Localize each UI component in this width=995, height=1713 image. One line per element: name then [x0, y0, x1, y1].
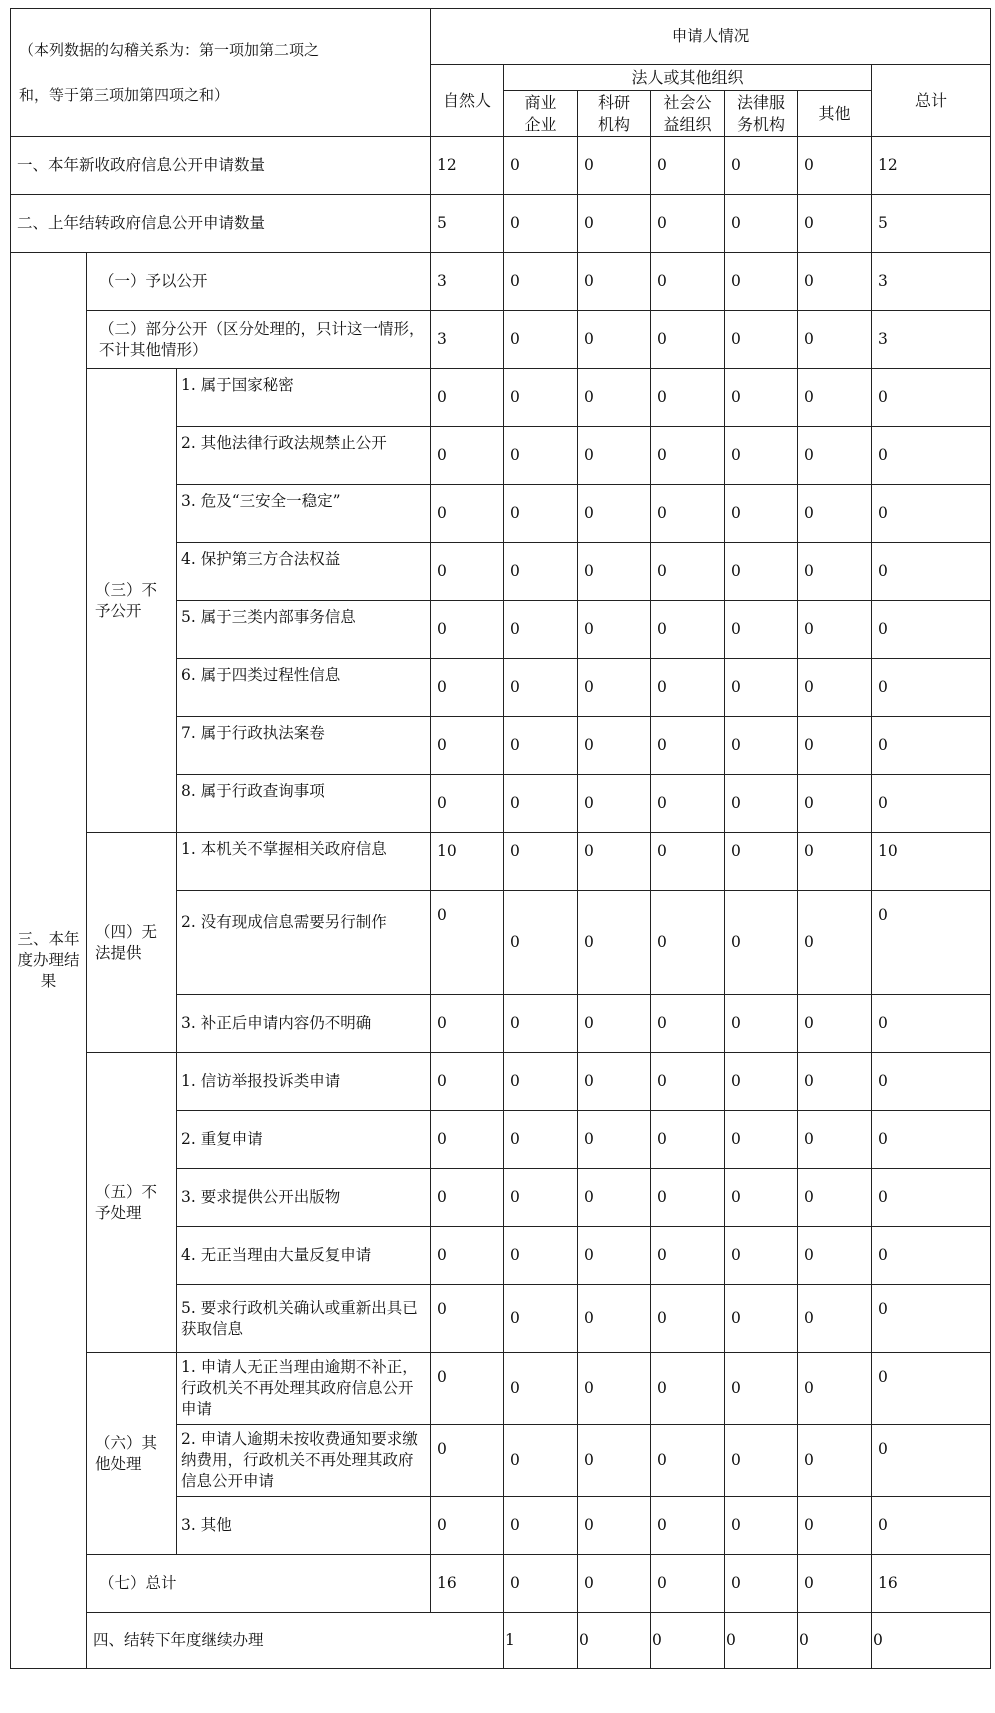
value-cell: 0: [725, 253, 798, 311]
value-cell: 0: [651, 543, 725, 601]
value-cell: 0: [872, 1425, 991, 1497]
value-cell: 16: [872, 1555, 991, 1613]
value-cell: 5: [431, 195, 504, 253]
value-cell: 12: [872, 137, 991, 195]
row-new-requests: [11, 137, 991, 195]
header-row-1: [11, 9, 991, 65]
value-cell: 0: [431, 1425, 504, 1497]
value-cell: 0: [872, 369, 991, 427]
value-cell: 0: [504, 891, 578, 995]
value-cell: 0: [872, 1613, 991, 1669]
value-cell: 0: [651, 427, 725, 485]
value-cell: 0: [872, 543, 991, 601]
value-cell: 0: [504, 1111, 578, 1169]
row-label: 5. 要求行政机关确认或重新出具已获取信息: [177, 1285, 431, 1353]
value-cell: 0: [504, 1227, 578, 1285]
value-cell: 0: [578, 543, 651, 601]
value-cell: 0: [578, 1053, 651, 1111]
group-label-cannot-provide: （四）无法提供: [87, 833, 177, 1053]
value-cell: 0: [651, 659, 725, 717]
value-cell: 0: [872, 485, 991, 543]
value-cell: 0: [431, 1053, 504, 1111]
value-cell: 0: [504, 775, 578, 833]
value-cell: 0: [725, 1169, 798, 1227]
value-cell: 0: [725, 717, 798, 775]
row-g4-1: [11, 833, 991, 891]
value-cell: 0: [725, 995, 798, 1053]
row-label: 1. 信访举报投诉类申请: [177, 1053, 431, 1111]
value-cell: 0: [798, 659, 872, 717]
value-cell: 0: [651, 1285, 725, 1353]
value-cell: 0: [725, 775, 798, 833]
value-cell: 0: [578, 1425, 651, 1497]
value-cell: 0: [431, 717, 504, 775]
value-cell: 0: [651, 1053, 725, 1111]
value-cell: 0: [798, 1353, 872, 1425]
value-cell: 0: [725, 195, 798, 253]
value-cell: 0: [504, 1053, 578, 1111]
value-cell: 0: [798, 775, 872, 833]
social-org-header: 社会公 益组织: [651, 91, 725, 137]
value-cell: 0: [578, 601, 651, 659]
value-cell: 0: [798, 369, 872, 427]
value-cell: 0: [504, 369, 578, 427]
value-cell: 0: [504, 1353, 578, 1425]
value-cell: 0: [872, 1169, 991, 1227]
row-label: 7. 属于行政执法案卷: [177, 717, 431, 775]
research-header: 科研 机构: [578, 91, 651, 137]
value-cell: 0: [651, 1227, 725, 1285]
value-cell: 0: [872, 717, 991, 775]
value-cell: 0: [798, 1285, 872, 1353]
value-cell: 0: [578, 427, 651, 485]
value-cell: 0: [725, 137, 798, 195]
header-note-line1: （本列数据的勾稽关系为：第一项加第二项之: [19, 40, 320, 59]
value-cell: 0: [578, 311, 651, 369]
row-g1: [11, 253, 991, 311]
value-cell: 0: [725, 543, 798, 601]
value-cell: 0: [872, 659, 991, 717]
value-cell: 0: [431, 485, 504, 543]
value-cell: 0: [798, 891, 872, 995]
value-cell: 0: [651, 1497, 725, 1555]
value-cell: 0: [651, 775, 725, 833]
legal-group-header: 法人或其他组织: [504, 65, 872, 91]
value-cell: 0: [872, 995, 991, 1053]
value-cell: 0: [431, 601, 504, 659]
value-cell: 0: [578, 891, 651, 995]
value-cell: 0: [431, 369, 504, 427]
value-cell: 0: [872, 1497, 991, 1555]
value-cell: 0: [578, 137, 651, 195]
row-label: 2. 其他法律行政法规禁止公开: [177, 427, 431, 485]
value-cell: 0: [431, 1285, 504, 1353]
value-cell: 0: [725, 659, 798, 717]
value-cell: 0: [651, 195, 725, 253]
group-label-not-processed: （五）不予处理: [87, 1053, 177, 1353]
row-label: 二、上年结转政府信息公开申请数量: [11, 195, 431, 253]
value-cell: 0: [798, 833, 872, 891]
value-cell: 5: [872, 195, 991, 253]
row-label: 6. 属于四类过程性信息: [177, 659, 431, 717]
row-label: 1. 属于国家秘密: [177, 369, 431, 427]
value-cell: 0: [578, 1497, 651, 1555]
value-cell: 0: [725, 1425, 798, 1497]
value-cell: 0: [798, 427, 872, 485]
value-cell: 0: [431, 1169, 504, 1227]
value-cell: 0: [578, 1227, 651, 1285]
applicant-header: 申请人情况: [431, 9, 991, 65]
value-cell: 0: [504, 1555, 578, 1613]
group-label-other-handling: （六）其他处理: [87, 1353, 177, 1555]
value-cell: 0: [798, 1613, 872, 1669]
value-cell: 0: [504, 1169, 578, 1227]
value-cell: 0: [431, 995, 504, 1053]
value-cell: 0: [798, 311, 872, 369]
row-label: 1. 本机关不掌握相关政府信息: [177, 833, 431, 891]
value-cell: 0: [651, 311, 725, 369]
row-label: 3. 补正后申请内容仍不明确: [177, 995, 431, 1053]
value-cell: 0: [578, 659, 651, 717]
value-cell: 0: [504, 1497, 578, 1555]
value-cell: 0: [431, 1227, 504, 1285]
value-cell: 0: [872, 427, 991, 485]
row-g5-1: [11, 1053, 991, 1111]
law-service-header: 法律服 务机构: [725, 91, 798, 137]
value-cell: 0: [798, 137, 872, 195]
section3-label: 三、本年度办理结果: [11, 253, 87, 1669]
value-cell: 0: [725, 1053, 798, 1111]
value-cell: 0: [798, 1169, 872, 1227]
value-cell: 0: [798, 543, 872, 601]
value-cell: 0: [651, 833, 725, 891]
row-label: 8. 属于行政查询事项: [177, 775, 431, 833]
value-cell: 0: [725, 891, 798, 995]
value-cell: 0: [504, 717, 578, 775]
value-cell: 0: [504, 195, 578, 253]
value-cell: 0: [872, 1285, 991, 1353]
value-cell: 0: [798, 1555, 872, 1613]
value-cell: 0: [725, 1353, 798, 1425]
value-cell: 0: [504, 311, 578, 369]
value-cell: 0: [651, 995, 725, 1053]
value-cell: 0: [578, 1353, 651, 1425]
header-note-cell: [11, 9, 431, 137]
value-cell: 0: [578, 1169, 651, 1227]
value-cell: 0: [651, 601, 725, 659]
value-cell: 0: [798, 1053, 872, 1111]
header-note-line2: 和，等于第三项加第四项之和）: [19, 85, 230, 104]
value-cell: 3: [872, 253, 991, 311]
value-cell: 0: [872, 775, 991, 833]
value-cell: 0: [651, 1169, 725, 1227]
row-label: 1. 申请人无正当理由逾期不补正，行政机关不再处理其政府信息公开申请: [177, 1353, 431, 1425]
value-cell: 0: [578, 1555, 651, 1613]
value-cell: 0: [504, 601, 578, 659]
row-g7-total: [11, 1555, 991, 1613]
value-cell: 0: [872, 601, 991, 659]
value-cell: 0: [504, 427, 578, 485]
value-cell: 0: [431, 1353, 504, 1425]
value-cell: 0: [504, 833, 578, 891]
value-cell: 0: [578, 833, 651, 891]
value-cell: 0: [725, 601, 798, 659]
value-cell: 0: [504, 253, 578, 311]
value-cell: 0: [578, 1285, 651, 1353]
value-cell: 16: [431, 1555, 504, 1613]
value-cell: 0: [504, 485, 578, 543]
value-cell: 0: [651, 1613, 725, 1669]
value-cell: 3: [872, 311, 991, 369]
value-cell: 0: [431, 543, 504, 601]
row-label: 2. 申请人逾期未按收费通知要求缴纳费用，行政机关不再处理其政府信息公开申请: [177, 1425, 431, 1497]
value-cell: 0: [578, 485, 651, 543]
value-cell: 12: [431, 137, 504, 195]
value-cell: 0: [798, 195, 872, 253]
value-cell: 0: [798, 717, 872, 775]
value-cell: 0: [798, 1425, 872, 1497]
value-cell: 0: [578, 1111, 651, 1169]
value-cell: 0: [725, 1111, 798, 1169]
row-label: 四、结转下年度继续办理: [87, 1613, 504, 1669]
natural-person-header: 自然人: [431, 65, 504, 137]
value-cell: 0: [504, 995, 578, 1053]
value-cell: 0: [651, 485, 725, 543]
disclosure-table-sheet: [10, 8, 990, 1706]
value-cell: 0: [578, 775, 651, 833]
value-cell: 0: [725, 427, 798, 485]
row-carry-forward: [11, 1613, 991, 1669]
value-cell: 0: [725, 1497, 798, 1555]
value-cell: 0: [872, 1227, 991, 1285]
value-cell: 0: [798, 485, 872, 543]
value-cell: 0: [578, 253, 651, 311]
value-cell: 0: [578, 995, 651, 1053]
value-cell: 0: [431, 427, 504, 485]
value-cell: 0: [651, 369, 725, 427]
value-cell: 0: [431, 1111, 504, 1169]
value-cell: 0: [725, 485, 798, 543]
row-label: 4. 保护第三方合法权益: [177, 543, 431, 601]
value-cell: 0: [651, 1555, 725, 1613]
value-cell: 0: [651, 891, 725, 995]
value-cell: 0: [872, 1353, 991, 1425]
value-cell: 0: [725, 1227, 798, 1285]
value-cell: 0: [725, 311, 798, 369]
row-label: （七）总计: [87, 1555, 431, 1613]
value-cell: 10: [431, 833, 504, 891]
value-cell: 0: [504, 137, 578, 195]
row-label: 2. 重复申请: [177, 1111, 431, 1169]
value-cell: 0: [798, 253, 872, 311]
other-header: 其他: [798, 91, 872, 137]
value-cell: 0: [651, 1111, 725, 1169]
row-g3-1: [11, 369, 991, 427]
value-cell: 0: [798, 995, 872, 1053]
value-cell: 0: [725, 1613, 798, 1669]
row-g6-1: [11, 1353, 991, 1425]
row-label: 3. 要求提供公开出版物: [177, 1169, 431, 1227]
value-cell: 0: [798, 1227, 872, 1285]
value-cell: 0: [798, 1111, 872, 1169]
total-header: 总计: [872, 65, 991, 137]
row-label: 一、本年新收政府信息公开申请数量: [11, 137, 431, 195]
value-cell: 0: [725, 1285, 798, 1353]
row-g2: [11, 311, 991, 369]
value-cell: 0: [651, 1353, 725, 1425]
row-label: 2. 没有现成信息需要另行制作: [177, 891, 431, 995]
value-cell: 0: [798, 1497, 872, 1555]
value-cell: 0: [651, 137, 725, 195]
row-label: 4. 无正当理由大量反复申请: [177, 1227, 431, 1285]
value-cell: 0: [651, 1425, 725, 1497]
value-cell: 0: [578, 717, 651, 775]
row-label: 3. 其他: [177, 1497, 431, 1555]
business-header: 商业 企业: [504, 91, 578, 137]
value-cell: 0: [578, 195, 651, 253]
value-cell: 3: [431, 311, 504, 369]
value-cell: 0: [651, 717, 725, 775]
value-cell: 0: [872, 1053, 991, 1111]
row-carried-over: [11, 195, 991, 253]
value-cell: 10: [872, 833, 991, 891]
value-cell: 0: [578, 1613, 651, 1669]
row-label: 5. 属于三类内部事务信息: [177, 601, 431, 659]
value-cell: 0: [872, 1111, 991, 1169]
row-label: （一）予以公开: [87, 253, 431, 311]
disclosure-table: [10, 8, 991, 1669]
row-label: 3. 危及“三安全一稳定”: [177, 485, 431, 543]
group-label-not-disclosed: （三）不予公开: [87, 369, 177, 833]
value-cell: 0: [504, 1285, 578, 1353]
value-cell: 0: [725, 1555, 798, 1613]
value-cell: 0: [504, 543, 578, 601]
value-cell: 0: [504, 1425, 578, 1497]
value-cell: 3: [431, 253, 504, 311]
value-cell: 0: [431, 1497, 504, 1555]
value-cell: 0: [504, 659, 578, 717]
value-cell: 0: [725, 833, 798, 891]
value-cell: 0: [578, 369, 651, 427]
row-label: （二）部分公开（区分处理的，只计这一情形，不计其他情形）: [87, 311, 431, 369]
value-cell: 0: [872, 891, 991, 995]
value-cell: 1: [504, 1613, 578, 1669]
value-cell: 0: [431, 775, 504, 833]
value-cell: 0: [431, 659, 504, 717]
value-cell: 0: [725, 369, 798, 427]
value-cell: 0: [798, 601, 872, 659]
value-cell: 0: [431, 891, 504, 995]
value-cell: 0: [651, 253, 725, 311]
